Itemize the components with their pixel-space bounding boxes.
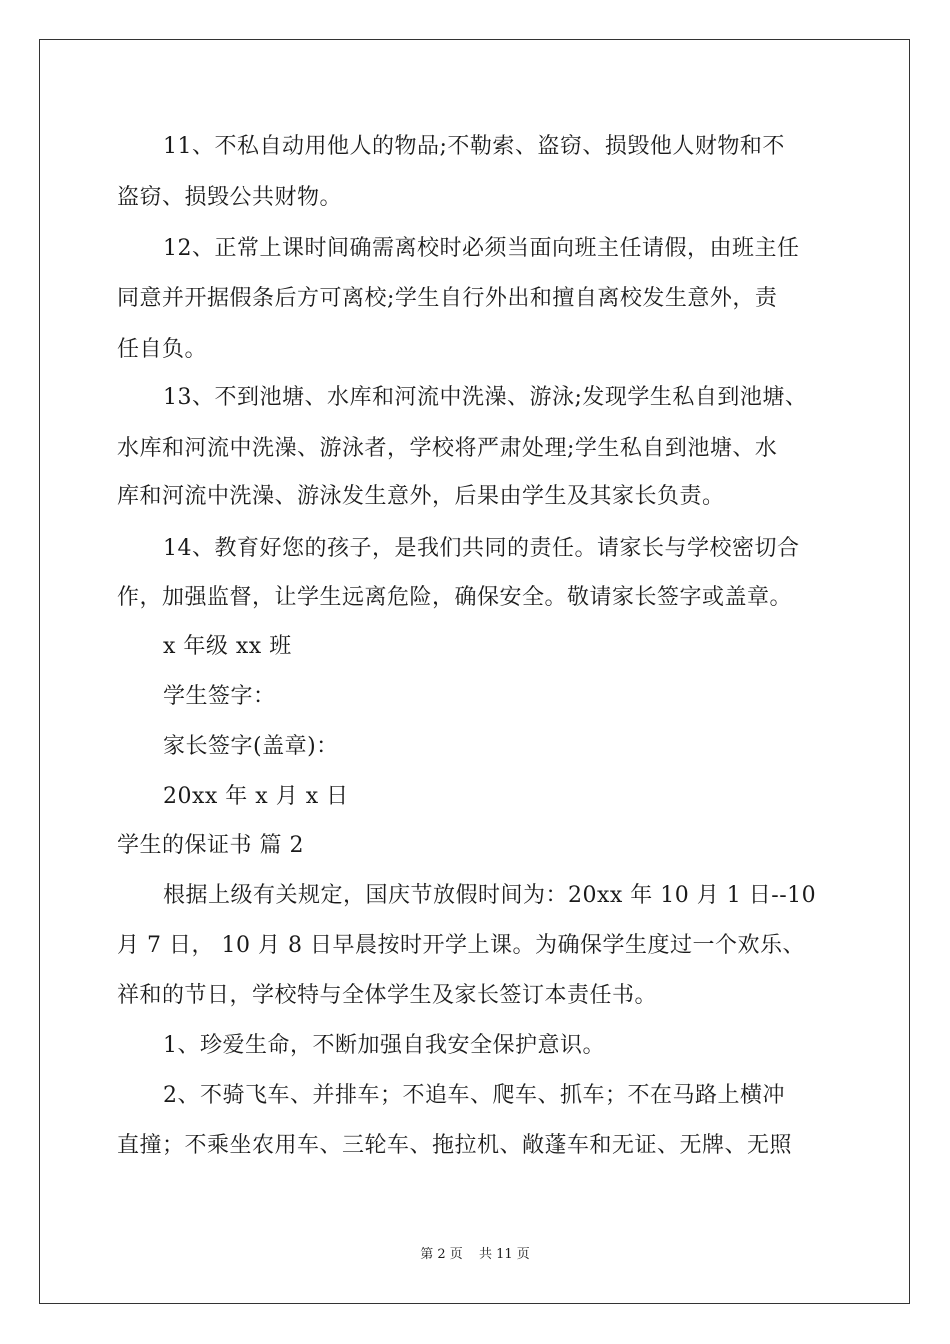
student-signature-label: 学生签字： [163,684,276,709]
page-footer [0,1246,950,1264]
paragraph-line: 水库和河流中洗澡、游泳者，学校将严肃处理;学生私自到池塘、水 [117,436,778,461]
page-total: 共 11 页 [478,1247,530,1262]
paragraph-line: 月 7 日， 10 月 8 日早晨按时开学上课。为确保学生度过一个欢乐、 [117,933,805,958]
parent-signature-label: 家长签字(盖章)： [163,734,339,759]
paragraph-line: 根据上级有关规定，国庆节放假时间为：20xx 年 10 月 1 日--10 [163,883,817,908]
paragraph-line: 任自负。 [117,337,208,362]
paragraph-line: 祥和的节日，学校特与全体学生及家长签订本责任书。 [117,983,658,1008]
paragraph-line: 库和河流中洗澡、游泳发生意外，后果由学生及其家长负责。 [117,484,725,509]
class-label: x 年级 xx 班 [163,634,292,659]
paragraph-line: 11、不私自动用他人的物品;不勒索、盗窃、损毁他人财物和不 [163,134,785,159]
paragraph-line: 同意并开据假条后方可离校;学生自行外出和擅自离校发生意外，责 [117,286,778,311]
paragraph-line: 作，加强监督，让学生远离危险，确保安全。敬请家长签字或盖章。 [117,585,793,610]
section-heading: 学生的保证书 篇 2 [117,833,304,858]
paragraph-line: 12、正常上课时间确需离校时必须当面向班主任请假，由班主任 [163,236,800,261]
date-line: 20xx 年 x 月 x 日 [163,784,349,809]
page-number: 第 2 页 [420,1247,463,1262]
paragraph-line: 13、不到池塘、水库和河流中洗澡、游泳;发现学生私自到池塘、 [163,385,808,410]
paragraph-line: 直撞；不乘坐农用车、三轮车、拖拉机、敞蓬车和无证、无牌、无照 [117,1133,793,1158]
paragraph-line: 2、不骑飞车、并排车；不追车、爬车、抓车；不在马路上横冲 [163,1083,785,1108]
paragraph-line: 盗窃、损毁公共财物。 [117,185,343,210]
paragraph-line: 14、教育好您的孩子，是我们共同的责任。请家长与学校密切合 [163,536,800,561]
page-border [39,39,910,1304]
paragraph-line: 1、珍爱生命，不断加强自我安全保护意识。 [163,1033,605,1058]
